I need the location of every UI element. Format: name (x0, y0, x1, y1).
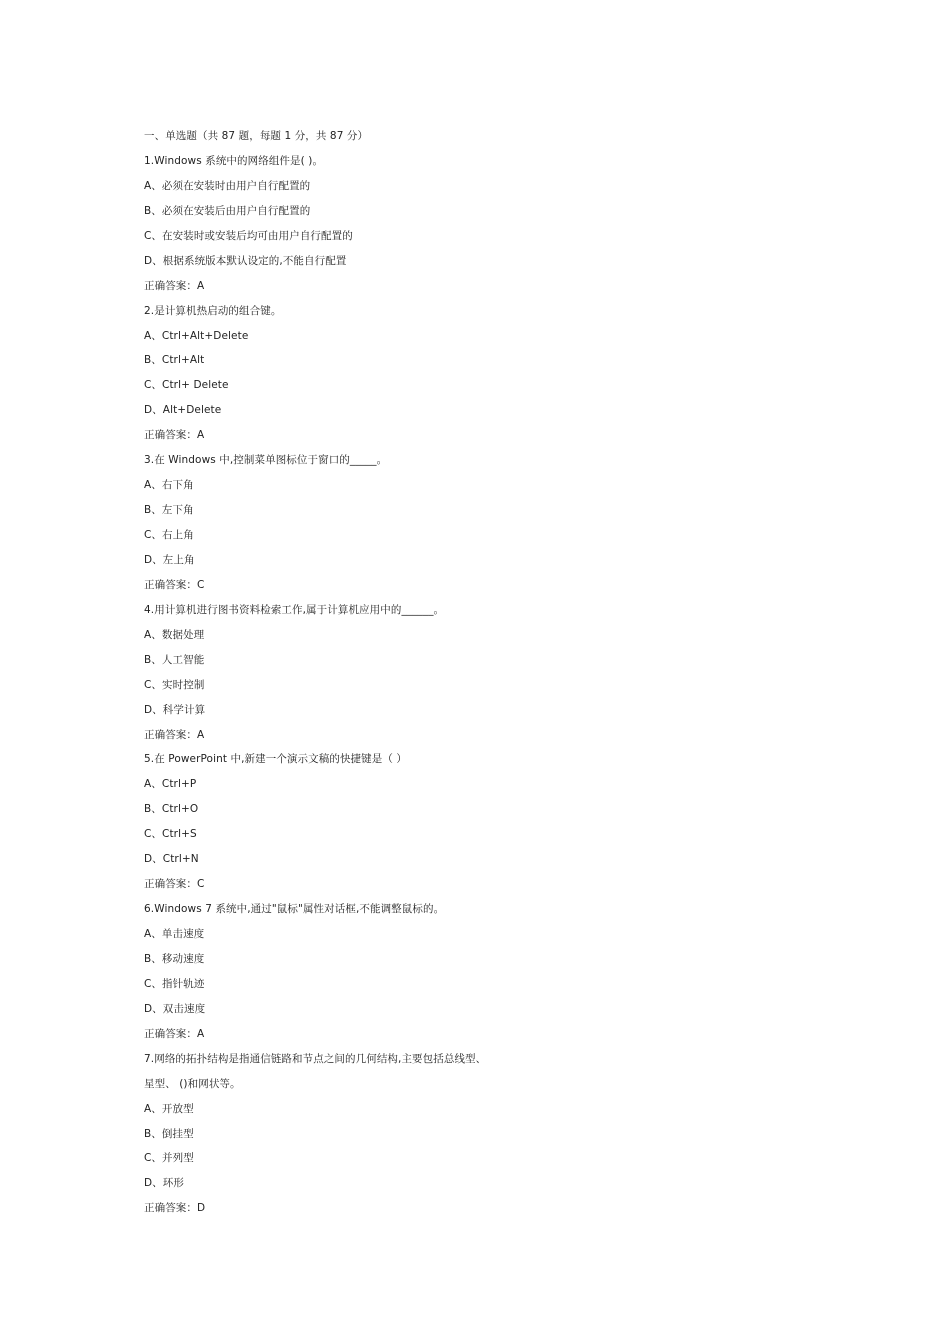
question-stem-3: 3.在 Windows 中,控制菜单图标位于窗口的_____。 (144, 454, 388, 467)
question-stem-7: 7.网络的拓扑结构是指通信链路和节点之间的几何结构,主要包括总线型、 (144, 1052, 487, 1065)
option-4c: C、实时控制 (144, 678, 205, 691)
option-3d: D、左上角 (144, 553, 195, 566)
option-3a: A、右下角 (144, 479, 194, 492)
option-1b: B、必须在安装后由用户自行配置的 (144, 204, 311, 217)
option-5c: C、Ctrl+S (144, 828, 197, 841)
answer-3: 正确答案：C (144, 578, 205, 591)
option-2b: B、Ctrl+Alt (144, 354, 205, 367)
option-6d: D、双击速度 (144, 1002, 206, 1015)
option-7d: D、环形 (144, 1177, 184, 1190)
option-6a: A、单击速度 (144, 928, 205, 940)
option-7a: A、开放型 (144, 1102, 194, 1115)
option-5d: D、Ctrl+N (144, 853, 199, 866)
question-list (144, 124, 564, 1221)
option-1a: A、必须在安装时由用户自行配置的 (144, 179, 311, 192)
question-stem-2: 2.是计算机热启动的组合键。 (144, 304, 282, 317)
option-1c: C、在安装时或安装后均可由用户自行配置的 (144, 229, 353, 242)
question-stem-1: 1.Windows 系统中的网络组件是( )。 (144, 154, 324, 167)
answer-2: 正确答案：A (144, 429, 205, 442)
option-4b: B、人工智能 (144, 653, 205, 666)
question-stem-4: 4.用计算机进行图书资料检索工作,属于计算机应用中的______。 (144, 603, 445, 616)
option-2d: D、Alt+Delete (144, 404, 222, 417)
answer-7: 正确答案：D (144, 1202, 206, 1215)
option-5b: B、Ctrl+O (144, 803, 199, 816)
answer-6: 正确答案：A (144, 1027, 205, 1040)
question-stem-7-continued: 星型、 ()和网状等。 (144, 1077, 241, 1090)
question-stem-5: 5.在 PowerPoint 中,新建一个演示文稿的快捷键是（ ） (144, 753, 407, 766)
option-6c: C、指针轨迹 (144, 977, 205, 990)
option-7b: B、倒挂型 (144, 1127, 194, 1140)
option-5a: A、Ctrl+P (144, 778, 197, 791)
answer-4: 正确答案：A (144, 728, 205, 741)
section-title: 一、单选题（共 87 题，每题 1 分，共 87 分） (144, 130, 369, 142)
option-1d: D、根据系统版本默认设定的,不能自行配置 (144, 254, 347, 267)
question-stem-6: 6.Windows 7 系统中,通过"鼠标"属性对话框,不能调整鼠标的。 (144, 903, 445, 916)
option-6b: B、移动速度 (144, 952, 205, 965)
option-3c: C、右上角 (144, 529, 194, 541)
option-4d: D、科学计算 (144, 703, 206, 716)
option-7c: C、并列型 (144, 1152, 194, 1165)
option-2a: A、Ctrl+Alt+Delete (144, 329, 249, 342)
option-2c: C、Ctrl+ Delete (144, 379, 229, 392)
option-4a: A、数据处理 (144, 628, 205, 641)
answer-5: 正确答案：C (144, 878, 205, 891)
answer-1: 正确答案：A (144, 279, 205, 292)
option-3b: B、左下角 (144, 504, 194, 517)
